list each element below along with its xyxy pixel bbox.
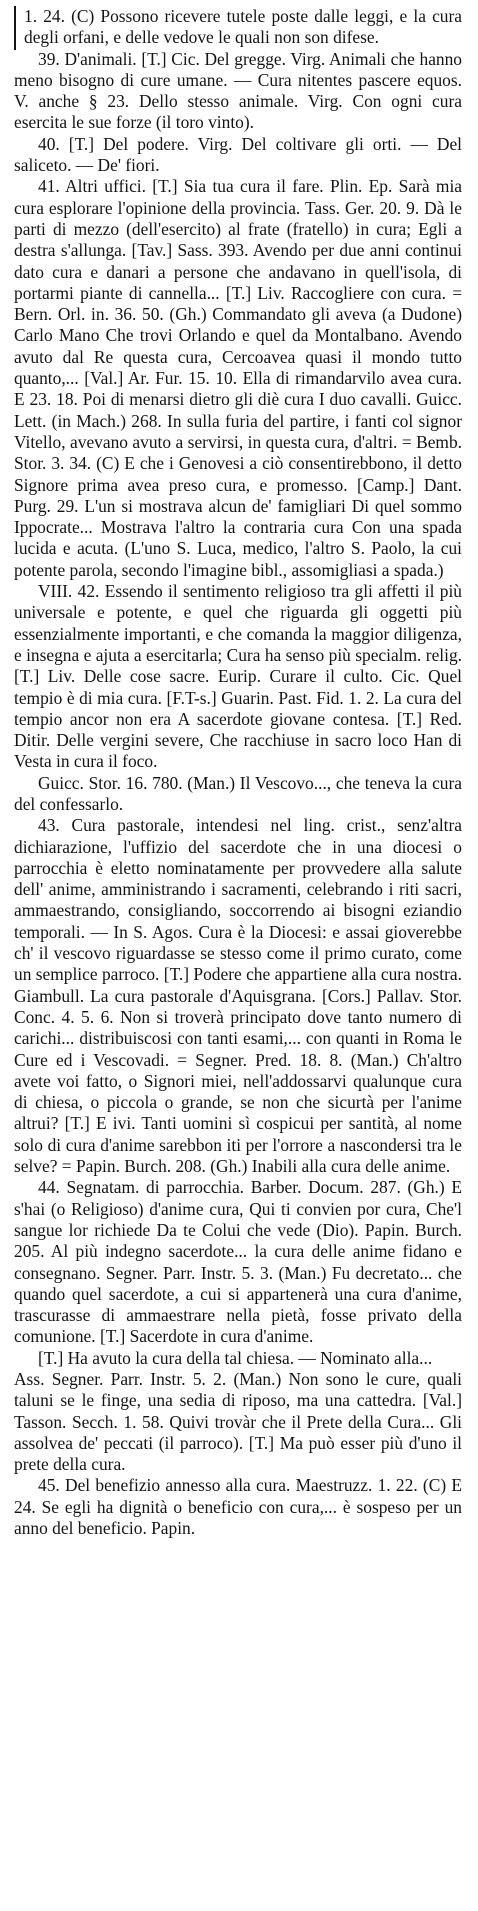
entry-24: 1. 24. (C) Possono ricevere tutele poste dalle leggi, e la cura degli orfani, e delle vedove le quali non son difese. (24, 6, 462, 48)
entry-44-parrocchia: 44. Segnatam. di parrocchia. Barber. Docum. 287. (Gh.) E s'hai (o Religioso) d'anime cura, Qui ti convien por cura, Che'l sangue lor richiede Da te Colui che vede (Dio). Papin. Burch. 205. Al più indegno sacerdote... la cura delle anime fidano e consegnano. Segner. Parr. Instr. 5. 3. (Man.) Fu decretato... che quando quel sacerdote, a cui si appartenerà una cura d'anime, trascurasse di ammaestrare nella pietà, fosse privato della comunione. [T.] Sacerdote in cura d'anime. (14, 1177, 462, 1347)
entry-44-continuation-2: Ass. Segner. Parr. Instr. 5. 2. (Man.) Non sono le cure, quali taluni se le finge, una sedia di riposo, ma una cattedra. [Val.] Tasson. Secch. 1. 58. Quivi trovàr che il Prete della Cura... Gli assolvea de' peccati (il parroco). [T.] Ma può esser più d'uno il prete della cura. (14, 1369, 462, 1475)
entry-42-religioso: VIII. 42. Essendo il sentimento religioso tra gli affetti il più universale e potente, e quel che riguarda gli oggetti più essenzialmente importanti, e che comanda la maggior diligenza, e insegna e ajuta a esercitarla; Cura ha senso più specialm. relig. [T.] Liv. Delle cose sacre. Eurip. Curare il culto. Cic. Quel tempio è di mia cura. [F.T-s.] Guarin. Past. Fid. 1. 2. La cura del tempio ancor non era A sacerdote giovane contesa. [T.] Red. Ditir. Delle vergini severe, Che racchiuse in sacro loco Han di Vesta in cura il foco. (14, 581, 462, 772)
entry-45-benefizio: 45. Del benefizio annesso alla cura. Maestruzz. 1. 22. (C) E 24. Se egli ha dignità o beneficio con cura,... è sospeso per un anno del beneficio. Papin. (14, 1475, 462, 1539)
entry-43-cura-pastorale: 43. Cura pastorale, intendesi nel ling. crist., senz'altra dichiarazione, l'uffizio del sacerdote che in una diocesi o parrocchia è eletto nominatamente per provvedere alla salute dell' anime, amministrando i sacramenti, celebrando i riti sacri, ammaestrando, consigliando, soccorrendo ai bisogni eziandio temporali. — In S. Agos. Cura è la Diocesi: e assai gioverebbe ch' il vescovo riguardasse se stesso come il primo curato, come un semplice parroco. [T.] Podere che appartiene alla cura nostra. Giambull. La cura pastorale d'Aquisgrana. [Cors.] Pallav. Stor. Conc. 4. 5. 6. Non si troverà principato dove tanto numero di carichi... distribuiscosi con tanti esami,... con quanti in Roma le Cure ed i Vescovadi. = Segner. Pred. 18. 8. (Man.) Ch'altro avete voi fatto, o Signori miei, nell'addossarvi qualunque cura di chiesa, o piccola o grande, se non che sicurtà per l'anime altrui? [T.] E ivi. Tanti uomini sì cospicui per santità, al nome solo di cura d'anime sarebbon iti per l'orrore a nascondersi tra le selve? = Papin. Burch. 208. (Gh.) Inabili alla cura delle anime. (14, 815, 462, 1177)
entry-39-animali: 39. D'animali. [T.] Cic. Del gregge. Virg. Animali che hanno meno bisogno di cure umane. — Cura nitentes pascere equos. V. anche § 23. Dello stesso animale. Virg. Con ogni cura esercita le sue forze (il toro vinto). (14, 48, 462, 133)
entry-41-altri-uffici: 41. Altri uffici. [T.] Sia tua cura il fare. Plin. Ep. Sarà mia cura esplorare l'opinione della provincia. Tass. Ger. 20. 9. Dà le parti di mezzo (dell'esercito) al frate (fratello) in cura; Egli a destra s'allunga. [Tav.] Sass. 393. Avendo per due anni continui dato cura e danari a persone che andavano in quell'isola, di portarmi piante di cannella... [T.] Liv. Raccogliere con cura. = Bern. Orl. in. 36. 50. (Gh.) Commandato gli aveva (a Dudone) Carlo Mano Che trovi Orlando e quel da Montalbano. Avendo avuto dal Re questa cura, Cercoavea quasi il mondo tutto quanto,... [Val.] Ar. Fur. 15. 10. Ella di rimandarvilo avea cura. E 23. 18. Poi di menarsi dietro gli diè cura I duo cavalli. Guicc. Lett. (in Mach.) 268. In sulla furia del partire, i fanti col signor Vitello, avevano avuto a servirsi, in questa cura, d'altri. = Bemb. Stor. 3. 34. (C) E che i Genovesi a ciò consentirebbono, il detto Signore prima avea preso cura, e promesso. [Camp.] Dant. Purg. 29. L'un si mostrava alcun de' famigliari Di quel sommo Ippocrate... Mostrava l'altro la contraria cura Con una spada lucida e acuta. (L'uno S. Luca, medico, l'altro S. Paolo, la cui potente parola, secondo l'imagine bibl., assomigliasi a spada.) (14, 176, 462, 580)
entry-40-podere: 40. [T.] Del podere. Virg. Del coltivare gli orti. — Del saliceto. — De' fiori. (14, 133, 462, 176)
entry-42-continuation: Guicc. Stor. 16. 780. (Man.) Il Vescovo..., che teneva la cura del confessarlo. (14, 772, 462, 814)
entry-44-continuation: [T.] Ha avuto la cura della tal chiesa. — Nominato alla... (38, 1347, 433, 1368)
margin-rule (14, 6, 16, 50)
